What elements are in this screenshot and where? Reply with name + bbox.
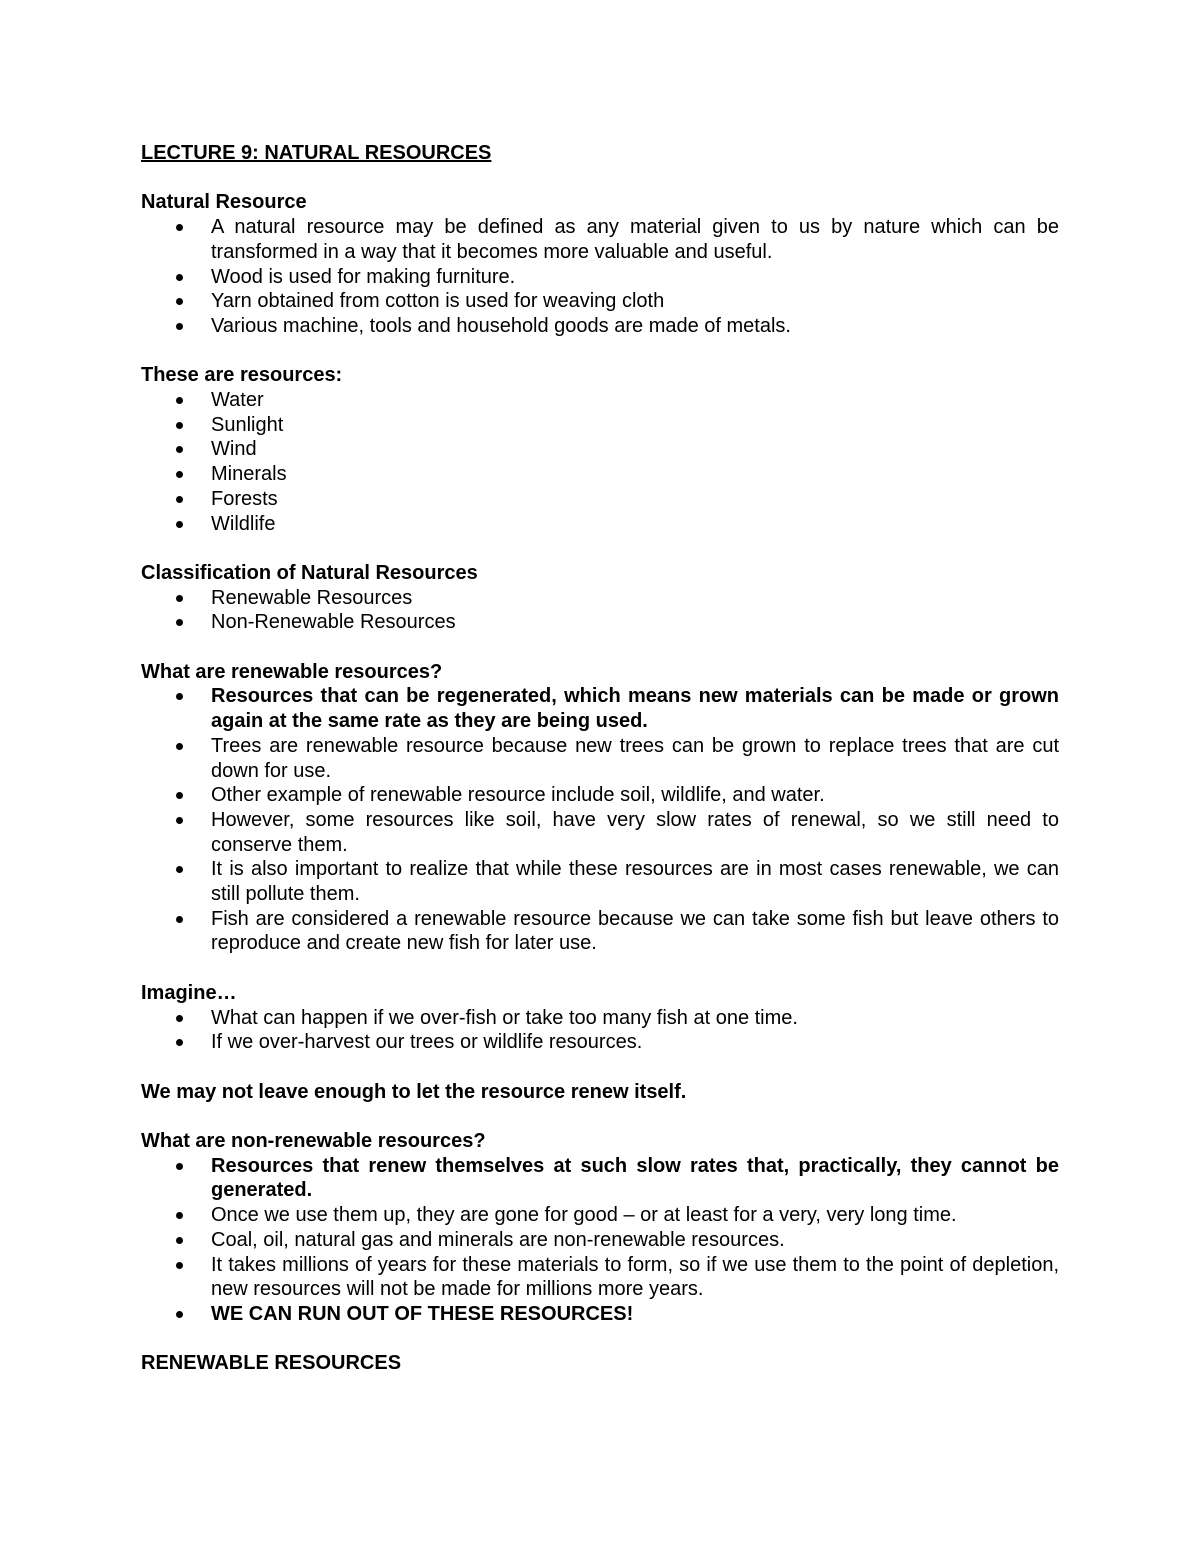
list-item: Non-Renewable Resources bbox=[141, 610, 1059, 635]
list-item: It is also important to realize that while these resources are in most cases renewable, we can still pollute them. bbox=[141, 857, 1059, 906]
non-renewable-heading: What are non-renewable resources? bbox=[141, 1130, 486, 1153]
list-item: Wind bbox=[141, 437, 1059, 462]
list-item: Resources that renew themselves at such slow rates that, practically, they cannot be generated. bbox=[141, 1154, 1059, 1203]
classification-heading: Classification of Natural Resources bbox=[141, 561, 478, 584]
document-content bbox=[141, 141, 1059, 1376]
imagine-list bbox=[141, 1006, 1059, 1055]
natural-resource-heading: Natural Resource bbox=[141, 191, 307, 214]
list-item: Various machine, tools and household goods are made of metals. bbox=[141, 314, 1059, 339]
list-item: Coal, oil, natural gas and minerals are non-renewable resources. bbox=[141, 1228, 1059, 1253]
list-item: Wildlife bbox=[141, 512, 1059, 537]
these-are-resources-heading: These are resources: bbox=[141, 364, 343, 387]
renewable-list bbox=[141, 684, 1059, 956]
list-item: Wood is used for making furniture. bbox=[141, 265, 1059, 290]
lecture-title: LECTURE 9: NATURAL RESOURCES bbox=[141, 142, 492, 164]
non-renewable-list bbox=[141, 1154, 1059, 1327]
list-item: Minerals bbox=[141, 462, 1059, 487]
list-item: What can happen if we over-fish or take too many fish at one time. bbox=[141, 1006, 1059, 1031]
list-item: A natural resource may be defined as any material given to us by nature which can be transformed in a way that it becomes more valuable and useful. bbox=[141, 215, 1059, 264]
warning-statement: We may not leave enough to let the resource renew itself. bbox=[141, 1080, 687, 1103]
renewable-resources-section-heading: RENEWABLE RESOURCES bbox=[141, 1352, 402, 1375]
classification-list bbox=[141, 586, 1059, 635]
resources-list bbox=[141, 388, 1059, 536]
list-item: Trees are renewable resource because new trees can be grown to replace trees that are cut down for use. bbox=[141, 734, 1059, 783]
list-item: Once we use them up, they are gone for good – or at least for a very, very long time. bbox=[141, 1203, 1059, 1228]
list-item: Resources that can be regenerated, which means new materials can be made or grown again at the same rate as they are being used. bbox=[141, 684, 1059, 733]
list-item: Yarn obtained from cotton is used for weaving cloth bbox=[141, 289, 1059, 314]
imagine-heading: Imagine… bbox=[141, 981, 237, 1004]
list-item: Sunlight bbox=[141, 413, 1059, 438]
list-item: However, some resources like soil, have very slow rates of renewal, so we still need to conserve them. bbox=[141, 808, 1059, 857]
list-item: Renewable Resources bbox=[141, 586, 1059, 611]
list-item: Forests bbox=[141, 487, 1059, 512]
list-item: If we over-harvest our trees or wildlife resources. bbox=[141, 1030, 1059, 1055]
list-item: WE CAN RUN OUT OF THESE RESOURCES! bbox=[141, 1302, 1059, 1327]
list-item: Other example of renewable resource include soil, wildlife, and water. bbox=[141, 783, 1059, 808]
list-item: It takes millions of years for these materials to form, so if we use them to the point of depletion, new resources will not be made for millions more years. bbox=[141, 1253, 1059, 1302]
list-item: Water bbox=[141, 388, 1059, 413]
renewable-heading: What are renewable resources? bbox=[141, 660, 443, 683]
natural-resource-list bbox=[141, 215, 1059, 339]
list-item: Fish are considered a renewable resource because we can take some fish but leave others to reproduce and create new fish for later use. bbox=[141, 907, 1059, 956]
